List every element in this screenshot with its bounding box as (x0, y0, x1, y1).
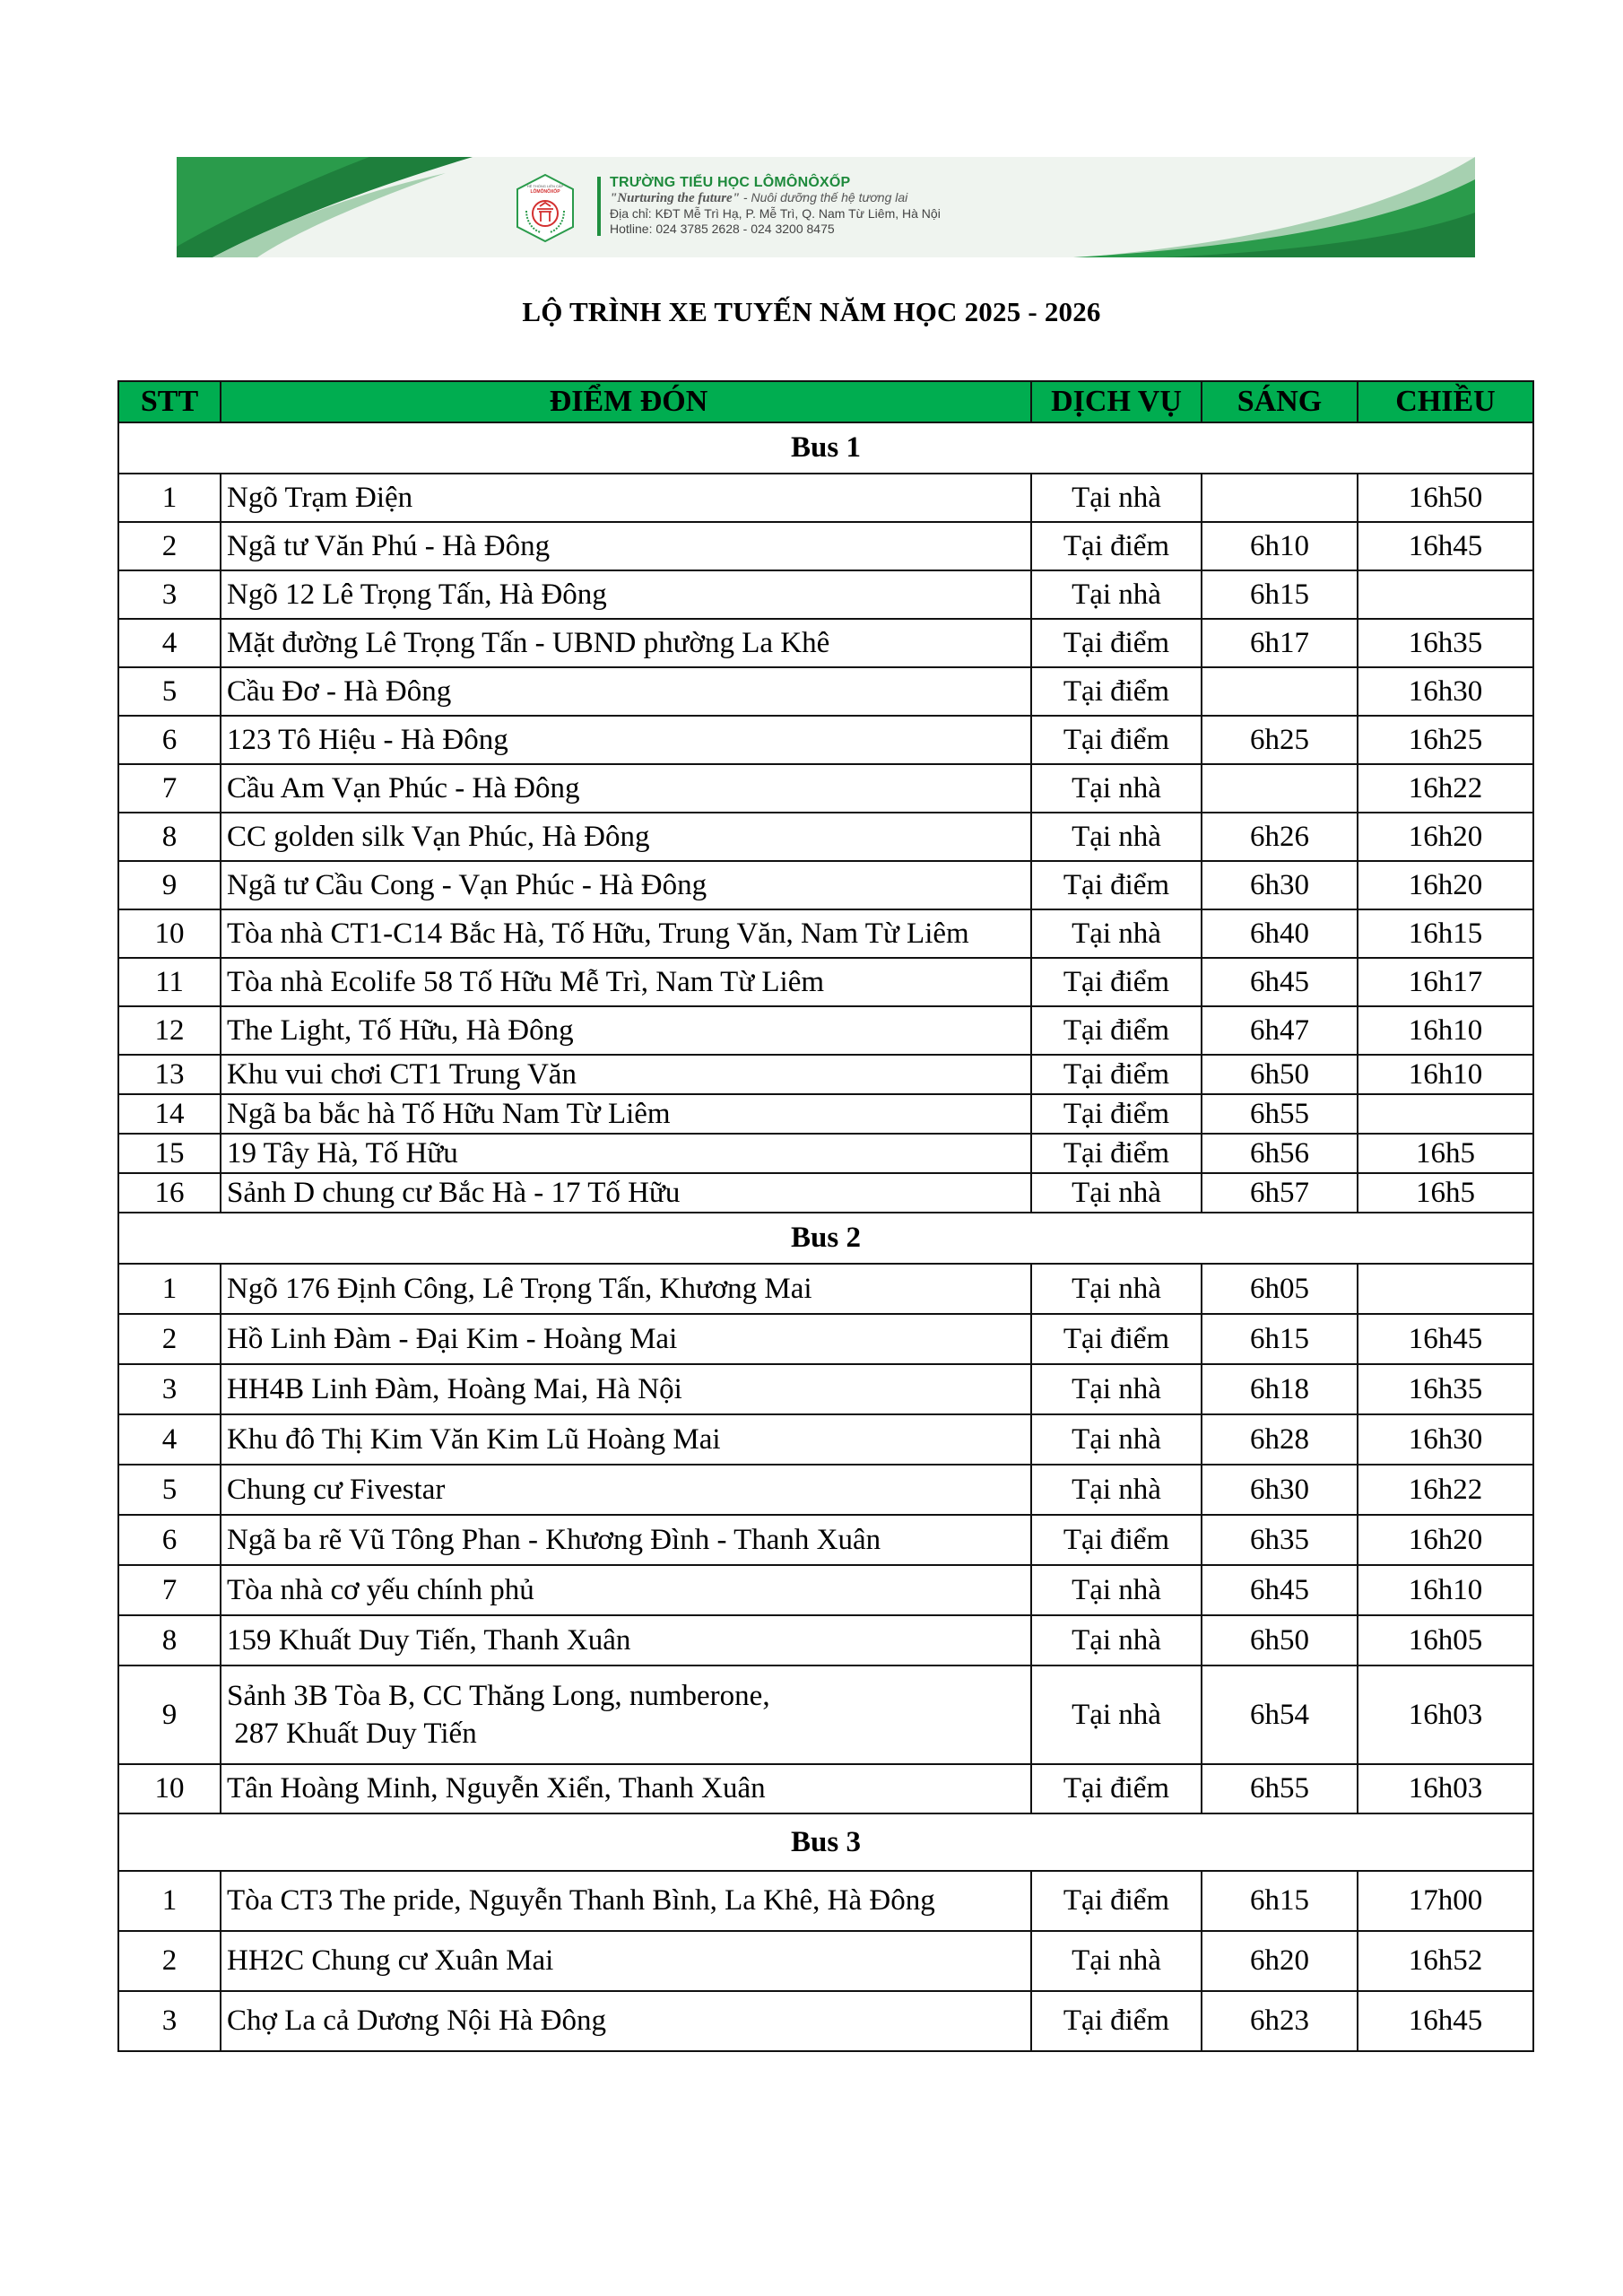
table-header-row (118, 381, 1533, 422)
cell-service: Tại điểm (1031, 1764, 1202, 1813)
cell-stt: 3 (118, 570, 221, 619)
cell-stt: 3 (118, 1364, 221, 1414)
table-row (118, 1094, 1533, 1134)
pickup-point-line-1: Sảnh 3B Tòa B, CC Thăng Long, numberone, (227, 1680, 770, 1712)
cell-afternoon: 16h17 (1358, 958, 1533, 1006)
cell-pickup-point: 123 Tô Hiệu - Hà Đông (221, 716, 1031, 764)
cell-pickup-point: Chung cư Fivestar (221, 1465, 1031, 1515)
cell-pickup-point: Khu vui chơi CT1 Trung Văn (221, 1055, 1031, 1094)
cell-pickup-point: Tòa nhà Ecolife 58 Tố Hữu Mễ Trì, Nam Từ Liêm (221, 958, 1031, 1006)
cell-morning: 6h40 (1202, 909, 1358, 958)
school-logo-icon (514, 173, 577, 243)
table-row (118, 813, 1533, 861)
cell-morning: 6h15 (1202, 1871, 1358, 1931)
table-row (118, 1931, 1533, 1991)
cell-service: Tại nhà (1031, 1414, 1202, 1465)
cell-afternoon: 16h10 (1358, 1565, 1533, 1615)
table-row (118, 1364, 1533, 1414)
cell-service: Tại nhà (1031, 909, 1202, 958)
cell-service: Tại điểm (1031, 1314, 1202, 1364)
bus-name: Bus 3 (118, 1813, 1533, 1871)
cell-service: Tại điểm (1031, 1515, 1202, 1565)
cell-afternoon: 16h35 (1358, 619, 1533, 667)
cell-afternoon: 17h00 (1358, 1871, 1533, 1931)
cell-stt: 10 (118, 909, 221, 958)
table-row (118, 667, 1533, 716)
cell-afternoon: 16h5 (1358, 1173, 1533, 1213)
cell-afternoon: 16h22 (1358, 764, 1533, 813)
column-header-afternoon: CHIỀU (1358, 381, 1533, 422)
cell-service: Tại điểm (1031, 1991, 1202, 2051)
cell-afternoon: 16h10 (1358, 1006, 1533, 1055)
school-motto (610, 190, 941, 206)
cell-pickup-point: Ngõ 12 Lê Trọng Tấn, Hà Đông (221, 570, 1031, 619)
cell-pickup-point: The Light, Tố Hữu, Hà Đông (221, 1006, 1031, 1055)
cell-pickup-point: CC golden silk Vạn Phúc, Hà Đông (221, 813, 1031, 861)
column-header-pickup-point: ĐIỂM ĐÓN (221, 381, 1031, 422)
table-row (118, 1006, 1533, 1055)
column-header-morning: SÁNG (1202, 381, 1358, 422)
cell-pickup-point: HH2C Chung cư Xuân Mai (221, 1931, 1031, 1991)
cell-stt: 3 (118, 1991, 221, 2051)
cell-service: Tại nhà (1031, 1565, 1202, 1615)
cell-morning: 6h18 (1202, 1364, 1358, 1414)
document-title: LỘ TRÌNH XE TUYẾN NĂM HỌC 2025 - 2026 (522, 296, 1101, 327)
cell-pickup-point: Hồ Linh Đàm - Đại Kim - Hoàng Mai (221, 1314, 1031, 1364)
cell-service: Tại điểm (1031, 522, 1202, 570)
svg-text:HỆ THỐNG LIÊN CẤP: HỆ THỐNG LIÊN CẤP (526, 184, 564, 188)
cell-stt: 2 (118, 522, 221, 570)
cell-afternoon: 16h03 (1358, 1764, 1533, 1813)
cell-afternoon: 16h50 (1358, 474, 1533, 522)
cell-morning: 6h23 (1202, 1991, 1358, 2051)
bus-group-header (118, 1813, 1533, 1871)
cell-stt: 13 (118, 1055, 221, 1094)
svg-text:LÔMÔNÔXỐP: LÔMÔNÔXỐP (530, 189, 560, 195)
cell-afternoon: 16h45 (1358, 1314, 1533, 1364)
cell-morning: 6h50 (1202, 1055, 1358, 1094)
cell-afternoon: 16h15 (1358, 909, 1533, 958)
cell-morning: 6h25 (1202, 716, 1358, 764)
cell-stt: 8 (118, 813, 221, 861)
table-row (118, 1615, 1533, 1665)
table-row (118, 1515, 1533, 1565)
cell-stt: 4 (118, 619, 221, 667)
cell-morning: 6h30 (1202, 1465, 1358, 1515)
school-hotline: Hotline: 024 3785 2628 - 024 3200 8475 (610, 222, 835, 236)
cell-morning: 6h45 (1202, 1565, 1358, 1615)
cell-morning: 6h55 (1202, 1764, 1358, 1813)
cell-pickup-point: HH4B Linh Đàm, Hoàng Mai, Hà Nội (221, 1364, 1031, 1414)
bus-name: Bus 1 (118, 422, 1533, 474)
cell-afternoon: 16h05 (1358, 1615, 1533, 1665)
cell-service: Tại nhà (1031, 1364, 1202, 1414)
school-address: Địa chỉ: KĐT Mễ Trì Hạ, P. Mễ Trì, Q. Nam Từ Liêm, Hà Nội (610, 206, 941, 221)
cell-morning: 6h45 (1202, 958, 1358, 1006)
banner-text (610, 175, 941, 237)
cell-morning (1202, 764, 1358, 813)
cell-service: Tại nhà (1031, 1264, 1202, 1314)
table-row (118, 1314, 1533, 1364)
table-row (118, 1764, 1533, 1813)
cell-pickup-point (221, 1665, 1031, 1764)
cell-service: Tại điểm (1031, 861, 1202, 909)
cell-pickup-point: Ngã ba rẽ Vũ Tông Phan - Khương Đình - Thanh Xuân (221, 1515, 1031, 1565)
cell-stt: 1 (118, 1871, 221, 1931)
cell-stt: 9 (118, 1665, 221, 1764)
cell-afternoon: 16h45 (1358, 522, 1533, 570)
cell-pickup-point: Ngã tư Cầu Cong - Vạn Phúc - Hà Đông (221, 861, 1031, 909)
cell-morning: 6h17 (1202, 619, 1358, 667)
cell-pickup-point: Sảnh D chung cư Bắc Hà - 17 Tố Hữu (221, 1173, 1031, 1213)
cell-stt: 15 (118, 1134, 221, 1173)
cell-stt: 7 (118, 1565, 221, 1615)
table-row (118, 1665, 1533, 1764)
cell-afternoon (1358, 1264, 1533, 1314)
cell-afternoon: 16h10 (1358, 1055, 1533, 1094)
cell-pickup-point: Tân Hoàng Minh, Nguyễn Xiển, Thanh Xuân (221, 1764, 1031, 1813)
cell-service: Tại nhà (1031, 1931, 1202, 1991)
motto-english: "Nurturing the future" (610, 191, 741, 205)
cell-afternoon: 16h03 (1358, 1665, 1533, 1764)
cell-pickup-point: Ngõ 176 Định Công, Lê Trọng Tấn, Khương Mai (221, 1264, 1031, 1314)
cell-service: Tại nhà (1031, 474, 1202, 522)
cell-morning: 6h35 (1202, 1515, 1358, 1565)
cell-service: Tại điểm (1031, 1094, 1202, 1134)
table-row (118, 522, 1533, 570)
table-row (118, 1414, 1533, 1465)
cell-morning: 6h55 (1202, 1094, 1358, 1134)
cell-morning: 6h26 (1202, 813, 1358, 861)
cell-service: Tại nhà (1031, 1173, 1202, 1213)
table-row (118, 1991, 1533, 2051)
cell-service: Tại điểm (1031, 1055, 1202, 1094)
cell-morning: 6h56 (1202, 1134, 1358, 1173)
table-row (118, 1871, 1533, 1931)
cell-stt: 12 (118, 1006, 221, 1055)
cell-stt: 5 (118, 1465, 221, 1515)
bus-route-table (117, 380, 1534, 2052)
table-row (118, 1565, 1533, 1615)
cell-afternoon: 16h20 (1358, 1515, 1533, 1565)
cell-service: Tại điểm (1031, 716, 1202, 764)
cell-afternoon: 16h30 (1358, 667, 1533, 716)
cell-pickup-point: 159 Khuất Duy Tiến, Thanh Xuân (221, 1615, 1031, 1665)
cell-pickup-point: Chợ La cả Dương Nội Hà Đông (221, 1991, 1031, 2051)
cell-service: Tại nhà (1031, 1615, 1202, 1665)
cell-morning: 6h20 (1202, 1931, 1358, 1991)
cell-stt: 5 (118, 667, 221, 716)
table-row (118, 861, 1533, 909)
motto-vietnamese: - Nuôi dưỡng thế hệ tương lai (740, 190, 908, 204)
cell-morning (1202, 474, 1358, 522)
cell-afternoon: 16h25 (1358, 716, 1533, 764)
table-row (118, 570, 1533, 619)
cell-stt: 16 (118, 1173, 221, 1213)
cell-afternoon: 16h20 (1358, 813, 1533, 861)
cell-pickup-point: Tòa CT3 The pride, Nguyễn Thanh Bình, La Khê, Hà Đông (221, 1871, 1031, 1931)
table-row (118, 474, 1533, 522)
column-header-service: DỊCH VỤ (1031, 381, 1202, 422)
cell-afternoon (1358, 1094, 1533, 1134)
school-banner (177, 157, 1475, 257)
table-row (118, 909, 1533, 958)
cell-pickup-point: Ngõ Trạm Điện (221, 474, 1031, 522)
cell-stt: 1 (118, 1264, 221, 1314)
cell-service: Tại nhà (1031, 1465, 1202, 1515)
cell-stt: 11 (118, 958, 221, 1006)
table-row (118, 619, 1533, 667)
table-row (118, 1134, 1533, 1173)
cell-morning: 6h54 (1202, 1665, 1358, 1764)
cell-afternoon: 16h30 (1358, 1414, 1533, 1465)
bus-name: Bus 2 (118, 1213, 1533, 1264)
column-header-stt: STT (118, 381, 221, 422)
table-row (118, 1173, 1533, 1213)
cell-morning (1202, 667, 1358, 716)
cell-pickup-point: Mặt đường Lê Trọng Tấn - UBND phường La Khê (221, 619, 1031, 667)
banner-divider (597, 177, 601, 236)
cell-stt: 2 (118, 1931, 221, 1991)
cell-stt: 6 (118, 1515, 221, 1565)
cell-pickup-point: Cầu Am Vạn Phúc - Hà Đông (221, 764, 1031, 813)
cell-pickup-point: Ngã ba bắc hà Tố Hữu Nam Từ Liêm (221, 1094, 1031, 1134)
cell-stt: 10 (118, 1764, 221, 1813)
table-row (118, 764, 1533, 813)
cell-afternoon: 16h52 (1358, 1931, 1533, 1991)
cell-stt: 6 (118, 716, 221, 764)
cell-pickup-point: 19 Tây Hà, Tố Hữu (221, 1134, 1031, 1173)
cell-service: Tại nhà (1031, 1665, 1202, 1764)
cell-afternoon: 16h20 (1358, 861, 1533, 909)
cell-pickup-point: Khu đô Thị Kim Văn Kim Lũ Hoàng Mai (221, 1414, 1031, 1465)
pickup-point-line-2: 287 Khuất Duy Tiến (227, 1718, 477, 1750)
cell-service: Tại điểm (1031, 619, 1202, 667)
cell-morning: 6h10 (1202, 522, 1358, 570)
cell-morning: 6h50 (1202, 1615, 1358, 1665)
cell-stt: 9 (118, 861, 221, 909)
cell-stt: 2 (118, 1314, 221, 1364)
cell-service: Tại điểm (1031, 1871, 1202, 1931)
cell-morning: 6h57 (1202, 1173, 1358, 1213)
bus-group-header (118, 422, 1533, 474)
cell-pickup-point: Cầu Đơ - Hà Đông (221, 667, 1031, 716)
cell-afternoon (1358, 570, 1533, 619)
cell-pickup-point: Tòa nhà cơ yếu chính phủ (221, 1565, 1031, 1615)
school-name: TRƯỜNG TIỂU HỌC LÔMÔNÔXỐP (610, 175, 851, 190)
cell-morning: 6h15 (1202, 1314, 1358, 1364)
table-row (118, 958, 1533, 1006)
cell-pickup-point: Ngã tư Văn Phú - Hà Đông (221, 522, 1031, 570)
cell-afternoon: 16h22 (1358, 1465, 1533, 1515)
cell-stt: 1 (118, 474, 221, 522)
cell-service: Tại điểm (1031, 958, 1202, 1006)
cell-stt: 14 (118, 1094, 221, 1134)
cell-service: Tại nhà (1031, 570, 1202, 619)
cell-afternoon: 16h45 (1358, 1991, 1533, 2051)
cell-service: Tại điểm (1031, 1006, 1202, 1055)
cell-service: Tại nhà (1031, 764, 1202, 813)
cell-morning: 6h30 (1202, 861, 1358, 909)
cell-stt: 7 (118, 764, 221, 813)
cell-afternoon: 16h5 (1358, 1134, 1533, 1173)
table-row (118, 716, 1533, 764)
cell-morning: 6h28 (1202, 1414, 1358, 1465)
cell-stt: 4 (118, 1414, 221, 1465)
bus-group-header (118, 1213, 1533, 1264)
cell-morning: 6h15 (1202, 570, 1358, 619)
cell-stt: 8 (118, 1615, 221, 1665)
cell-afternoon: 16h35 (1358, 1364, 1533, 1414)
cell-service: Tại điểm (1031, 667, 1202, 716)
table-row (118, 1264, 1533, 1314)
cell-service: Tại nhà (1031, 813, 1202, 861)
table-row (118, 1465, 1533, 1515)
cell-service: Tại điểm (1031, 1134, 1202, 1173)
cell-morning: 6h05 (1202, 1264, 1358, 1314)
table-row (118, 1055, 1533, 1094)
cell-pickup-point: Tòa nhà CT1-C14 Bắc Hà, Tố Hữu, Trung Văn, Nam Từ Liêm (221, 909, 1031, 958)
cell-morning: 6h47 (1202, 1006, 1358, 1055)
